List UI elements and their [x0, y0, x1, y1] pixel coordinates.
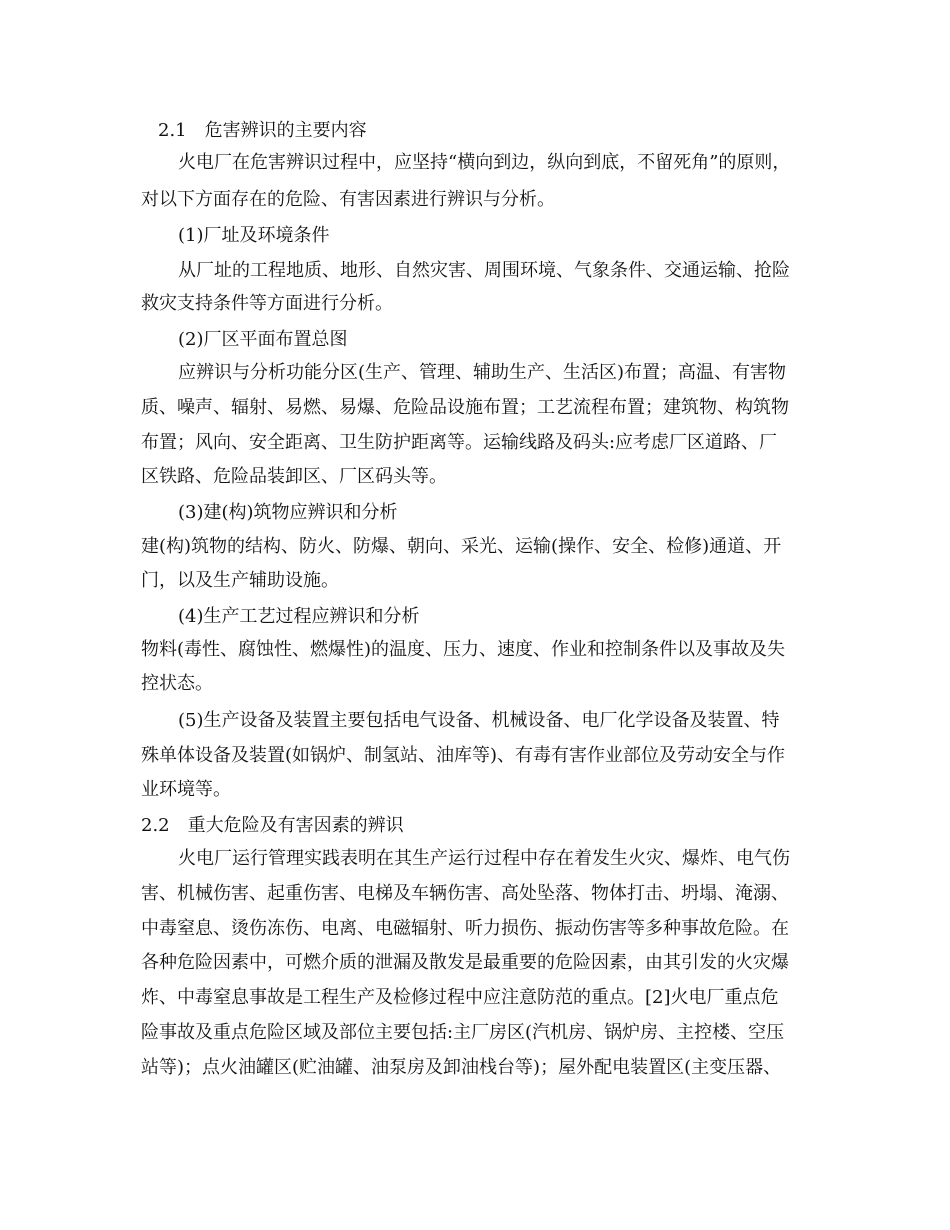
paragraph-line: 质、噪声、辐射、易燃、易爆、危险品设施布置；工艺流程布置；建筑物、构筑物 — [141, 397, 789, 418]
item-title-4: (4)生产工艺过程应辨识和分析 — [178, 606, 420, 627]
paragraph-line: 物料(毒性、腐蚀性、燃爆性)的温度、压力、速度、作业和控制条件以及事故及失 — [141, 639, 786, 660]
item-title-2: (2)厂区平面布置总图 — [178, 329, 348, 350]
paragraph-line: 险事故及重点危险区域及部位主要包括:主厂房区(汽机房、锅炉房、主控楼、空压 — [141, 1022, 785, 1043]
paragraph-line: 区铁路、危险品装卸区、厂区码头等。 — [141, 466, 447, 487]
paragraph-line: 各种危险因素中，可燃介质的泄漏及散发是最重要的危险因素，由其引发的火灾爆 — [141, 952, 789, 973]
paragraph-line: (5)生产设备及装置主要包括电气设备、机械设备、电厂化学设备及装置、特 — [178, 710, 780, 731]
section-heading-2-2: 2.2 重大危险及有害因素的辨识 — [141, 815, 404, 836]
item-title-1: (1)厂址及环境条件 — [178, 225, 330, 246]
paragraph-line: 对以下方面存在的危险、有害因素进行辨识与分析。 — [141, 189, 555, 210]
paragraph-line: 火电厂运行管理实践表明在其生产运行过程中存在着发生火灾、爆炸、电气伤 — [178, 848, 790, 869]
paragraph-line: 业环境等。 — [141, 779, 231, 800]
paragraph-line: 建(构)筑物的结构、防火、防爆、朝向、采光、运输(操作、安全、检修)通道、开 — [141, 536, 782, 557]
paragraph-line: 应辨识与分析功能分区(生产、管理、辅助生产、生活区)布置；高温、有害物 — [178, 362, 787, 383]
paragraph-line: 布置；风向、安全距离、卫生防护距离等。运输线路及码头:应考虑厂区道路、厂 — [141, 432, 778, 453]
paragraph-line: 门，以及生产辅助设施。 — [141, 570, 339, 591]
paragraph-line: 救灾支持条件等方面进行分析。 — [141, 293, 393, 314]
paragraph-line: 站等)；点火油罐区(贮油罐、油泵房及卸油栈台等)；屋外配电装置区(主变压器、 — [141, 1057, 782, 1078]
paragraph-line: 控状态。 — [141, 673, 213, 694]
paragraph-line: 从厂址的工程地质、地形、自然灾害、周围环境、气象条件、交通运输、抢险 — [178, 260, 790, 281]
item-title-3: (3)建(构)筑物应辨识和分析 — [178, 502, 398, 523]
paragraph-line: 火电厂在危害辨识过程中，应坚持“横向到边，纵向到底，不留死角”的原则， — [178, 152, 791, 173]
section-heading-2-1: 2.1 危害辨识的主要内容 — [158, 120, 367, 141]
paragraph-line: 炸、中毒窒息事故是工程生产及检修过程中应注意防范的重点。[2]火电厂重点危 — [141, 987, 779, 1008]
paragraph-line: 害、机械伤害、起重伤害、电梯及车辆伤害、高处坠落、物体打击、坍塌、淹溺、 — [141, 883, 789, 904]
paragraph-line: 殊单体设备及装置(如锅炉、制氢站、油库等)、有毒有害作业部位及劳动安全与作 — [141, 745, 786, 766]
paragraph-line: 中毒窒息、烫伤冻伤、电离、电磁辐射、听力损伤、振动伤害等多种事故危险。在 — [141, 918, 789, 939]
